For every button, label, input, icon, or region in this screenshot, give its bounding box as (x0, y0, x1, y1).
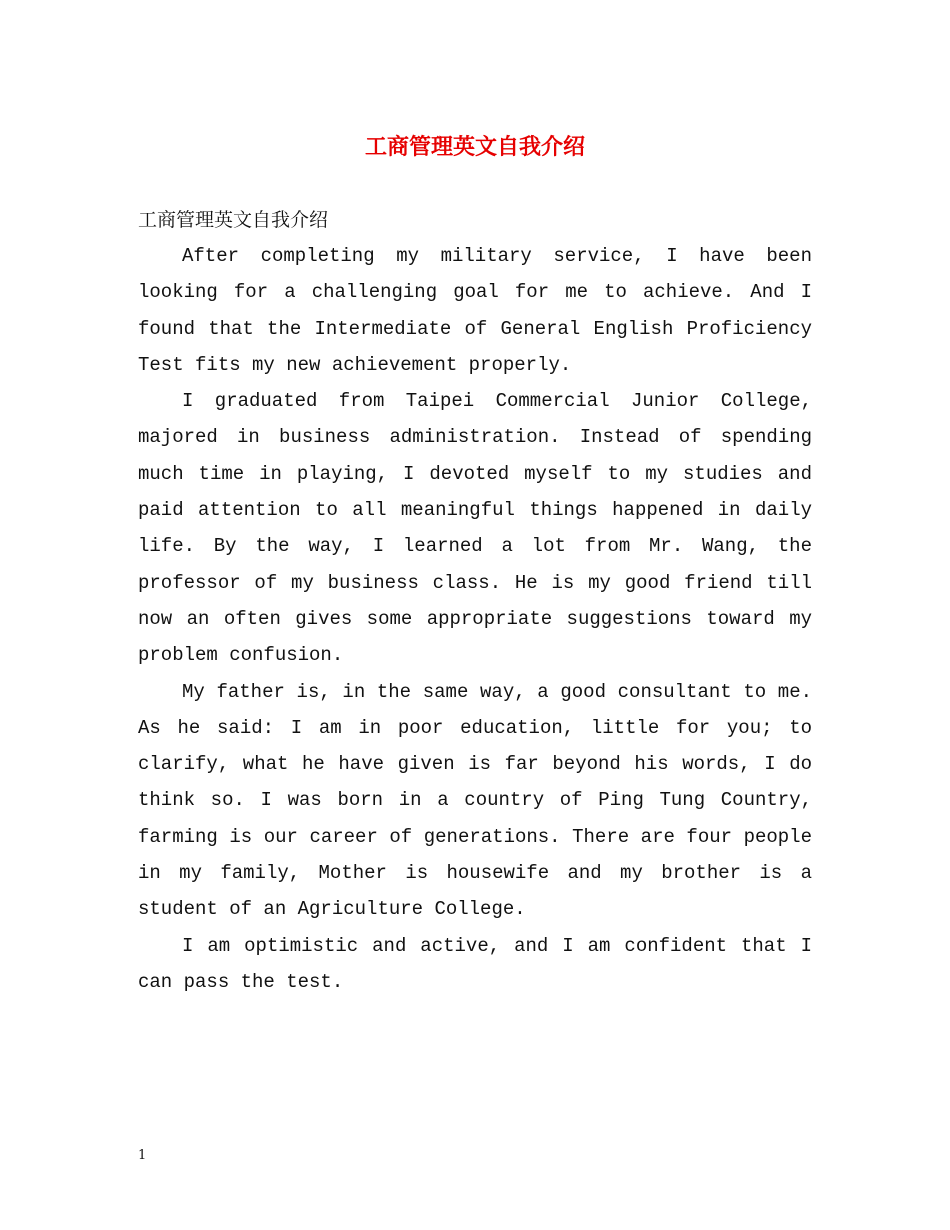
document-body (138, 202, 812, 1000)
document-subtitle: 工商管理英文自我介绍 (138, 209, 329, 231)
document-title: 工商管理英文自我介绍 (364, 134, 585, 160)
page-number: 1 (138, 1148, 147, 1163)
paragraph-4: I am optimistic and active, and I am confident that I can pass the test. (138, 934, 812, 993)
paragraph-3: My father is, in the same way, a good consultant to me. As he said: I am in poor education, little for you; to clarify, what he have given is far beyond his words, I do think so. I was born in a country of Ping Tung Country, farming is our career of generations. There are four people in my family, Mother is housewife and my brother is a student of an Agriculture College. (138, 680, 812, 921)
paragraph-2: I graduated from Taipei Commercial Junior College, majored in business administration. Instead of spending much time in playing, I devoted myself to my studies and paid attention to all meaningful things happened in daily life. By the way, I learned a lot from Mr. Wang, the professor of my business class. He is my good friend till now an often gives some appropriate suggestions toward my problem confusion. (138, 390, 812, 667)
paragraph-1: After completing my military service, I have been looking for a challenging goal for me to achieve. And I found that the Intermediate of General English Proficiency Test fits my new achievement properly. (138, 245, 812, 376)
